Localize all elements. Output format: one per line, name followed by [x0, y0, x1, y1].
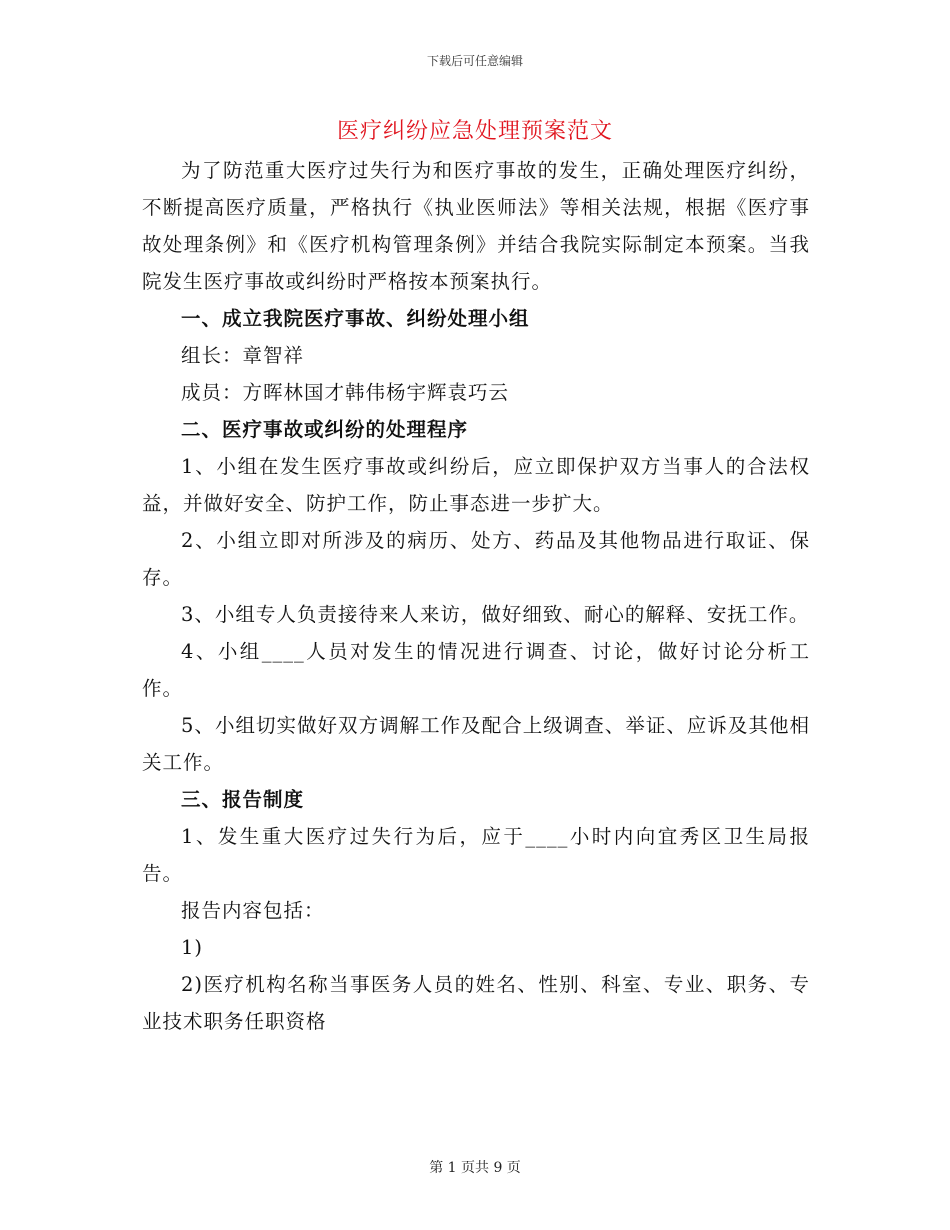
- report-sub-item-1: 1): [181, 936, 204, 959]
- page-footer: 第 1 页共 9 页: [429, 1160, 521, 1176]
- procedure-item-2: 2、小组立即对所涉及的病历、处方、药品及其他物品进行取证、保存。: [142, 529, 810, 589]
- document-body: [142, 152, 810, 1040]
- page-header: 下载后可任意编辑: [426, 54, 523, 68]
- section-heading-3: 三、报告制度: [181, 788, 305, 811]
- procedure-item-1: 1、小组在发生医疗事故或纠纷后，应立即保护双方当事人的合法权益，并做好安全、防护工作，防止事态进一步扩大。: [142, 455, 810, 515]
- report-item-1: 1、发生重大医疗过失行为后，应于____小时内向宜秀区卫生局报告。: [142, 825, 810, 885]
- group-members: 成员：方晖林国才韩伟杨宇辉袁巧云: [181, 381, 510, 404]
- report-content-label: 报告内容包括：: [181, 899, 325, 922]
- procedure-item-4: 4、小组____人员对发生的情况进行调查、讨论，做好讨论分析工作。: [142, 640, 810, 700]
- procedure-item-3: 3、小组专人负责接待来人来访，做好细致、耐心的解释、安抚工作。: [181, 603, 810, 626]
- section-heading-1: 一、成立我院医疗事故、纠纷处理小组: [181, 307, 530, 330]
- report-sub-item-2: 2)医疗机构名称当事医务人员的姓名、性别、科室、专业、职务、专业技术职务任职资格: [142, 973, 810, 1033]
- group-leader: 组长：章智祥: [181, 344, 305, 367]
- document-title: 医疗纠纷应急处理预案范文: [336, 119, 613, 144]
- procedure-item-5: 5、小组切实做好双方调解工作及配合上级调查、举证、应诉及其他相关工作。: [142, 714, 810, 774]
- intro-paragraph: 为了防范重大医疗过失行为和医疗事故的发生，正确处理医疗纠纷，不断提高医疗质量，严格执行《执业医师法》等相关法规，根据《医疗事故处理条例》和《医疗机构管理条例》并结合我院实际制定本预案。当我院发生医疗事故或纠纷时严格按本预案执行。: [142, 159, 810, 293]
- section-heading-2: 二、医疗事故或纠纷的处理程序: [181, 418, 469, 441]
